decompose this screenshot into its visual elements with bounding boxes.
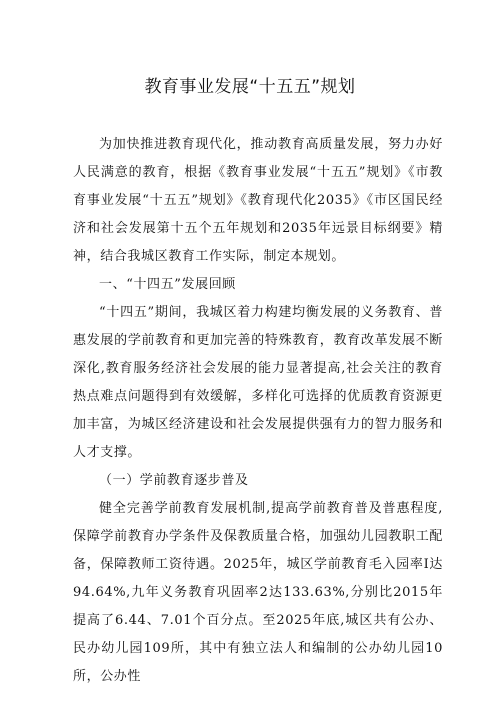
preschool-paragraph: 健全完善学前教育发展机制,提高学前教育普及普惠程度,保障学前教育办学条件及保教质量合格，加强幼儿园教职工配备，保障教师工资待遇。2025年，城区学前教育毛入园率Ⅰ达94.64%,九年义务教育巩固率2达133.63%,分别比2015年提高了6.44、7.01个百分点。至2025年底,城区共有公办、民办幼儿园109所，其中有独立法人和编制的公办幼儿园10所，公办性 [73,501,443,684]
section-heading-review: 一、“十四五”发展回顾 [99,277,236,292]
intro-paragraph: 为加快推进教育现代化，推动教育高质量发展，努力办好人民满意的教育，根据《教育事业发展“十五五”规划》《市教育事业发展“十五五”规划》《教育现代化2035》《市区国民经济和社会发展第十五个五年规划和2035年远景目标纲要》精神，结合我城区教育工作实际，制定本规划。 [73,137,443,264]
document-body [73,131,443,691]
document-title: 教育事业发展“十五五”规划 [144,77,356,97]
subsection-heading-preschool: （一）学前教育逐步普及 [99,473,249,488]
review-paragraph: “十四五”期间，我城区着力构建均衡发展的义务教育、普惠发展的学前教育和更加完善的特殊教育，教育改革发展不断深化,教育服务经济社会发展的能力显著提高,社会关注的教育热点难点问题得到有效缓解，多样化可选择的优质教育资源更加丰富，为城区经济建设和社会发展提供强有力的智力服务和人才支撑。 [73,305,443,460]
